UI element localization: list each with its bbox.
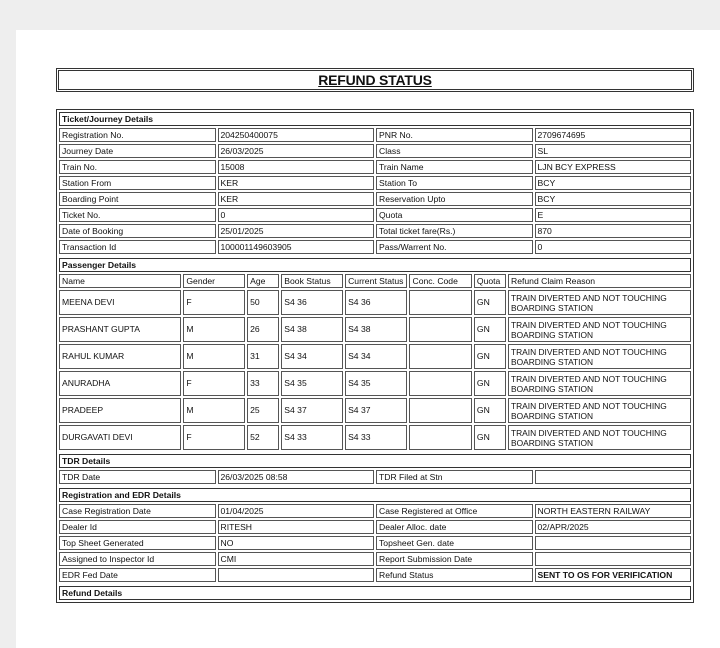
passenger-cell: GN	[474, 371, 506, 396]
field-value: 01/04/2025	[218, 504, 375, 518]
document-page	[16, 30, 720, 648]
field-label: Refund Status	[376, 568, 533, 582]
passenger-cell: GN	[474, 344, 506, 369]
field-label: Total ticket fare(Rs.)	[376, 224, 533, 238]
passenger-row	[59, 425, 691, 450]
passenger-cell: S4 34	[281, 344, 343, 369]
detail-row	[59, 504, 691, 518]
passenger-cell: TRAIN DIVERTED AND NOT TOUCHING BOARDING STATION	[508, 371, 691, 396]
passenger-cell: S4 38	[281, 317, 343, 342]
passenger-header-row	[59, 274, 691, 288]
passenger-cell: GN	[474, 425, 506, 450]
detail-row	[59, 128, 691, 142]
section-heading: TDR Details	[59, 454, 691, 468]
column-header: Name	[59, 274, 181, 288]
field-label: Report Submission Date	[376, 552, 533, 566]
passenger-cell: S4 34	[345, 344, 407, 369]
passenger-cell: PRASHANT GUPTA	[59, 317, 181, 342]
field-value: KER	[218, 176, 375, 190]
detail-row	[59, 240, 691, 254]
passenger-row	[59, 317, 691, 342]
field-label: Transaction Id	[59, 240, 216, 254]
field-label: EDR Fed Date	[59, 568, 216, 582]
field-value: NO	[218, 536, 375, 550]
passenger-cell	[409, 398, 471, 423]
refund-details-section	[57, 584, 693, 602]
field-value: 15008	[218, 160, 375, 174]
passenger-cell: S4 36	[345, 290, 407, 315]
field-label: Registration No.	[59, 128, 216, 142]
passenger-cell: M	[183, 317, 245, 342]
field-label: Train No.	[59, 160, 216, 174]
field-value: CMI	[218, 552, 375, 566]
field-value: NORTH EASTERN RAILWAY	[535, 504, 692, 518]
detail-row	[59, 176, 691, 190]
field-label: Quota	[376, 208, 533, 222]
passenger-cell: F	[183, 290, 245, 315]
passenger-cell: S4 37	[345, 398, 407, 423]
field-value: 870	[535, 224, 692, 238]
passenger-cell: TRAIN DIVERTED AND NOT TOUCHING BOARDING STATION	[508, 317, 691, 342]
field-value: RITESH	[218, 520, 375, 534]
passenger-cell: F	[183, 425, 245, 450]
field-label: Station From	[59, 176, 216, 190]
passenger-cell: TRAIN DIVERTED AND NOT TOUCHING BOARDING STATION	[508, 398, 691, 423]
passenger-row	[59, 398, 691, 423]
passenger-cell: M	[183, 344, 245, 369]
passenger-section	[57, 256, 693, 452]
field-value: 02/APR/2025	[535, 520, 692, 534]
passenger-cell: 33	[247, 371, 279, 396]
tdr-section	[57, 452, 693, 486]
field-value: 25/01/2025	[218, 224, 375, 238]
passenger-cell: TRAIN DIVERTED AND NOT TOUCHING BOARDING STATION	[508, 425, 691, 450]
refund-status-table	[56, 109, 694, 603]
passenger-cell: DURGAVATI DEVI	[59, 425, 181, 450]
field-value: LJN BCY EXPRESS	[535, 160, 692, 174]
detail-row	[59, 568, 691, 582]
detail-row	[59, 208, 691, 222]
field-value: BCY	[535, 192, 692, 206]
passenger-cell: 52	[247, 425, 279, 450]
field-value: SL	[535, 144, 692, 158]
field-label: TDR Filed at Stn	[376, 470, 533, 484]
field-label: Dealer Alloc. date	[376, 520, 533, 534]
column-header: Current Status	[345, 274, 407, 288]
field-value: 100001149603905	[218, 240, 375, 254]
field-value: BCY	[535, 176, 692, 190]
passenger-cell	[409, 290, 471, 315]
field-value	[535, 552, 692, 566]
title-box	[56, 68, 694, 92]
passenger-cell: TRAIN DIVERTED AND NOT TOUCHING BOARDING STATION	[508, 344, 691, 369]
passenger-cell: GN	[474, 317, 506, 342]
passenger-row	[59, 344, 691, 369]
field-label: Train Name	[376, 160, 533, 174]
passenger-cell: M	[183, 398, 245, 423]
field-value: SENT TO OS FOR VERIFICATION	[535, 568, 692, 582]
field-value: 26/03/2025	[218, 144, 375, 158]
passenger-cell: 31	[247, 344, 279, 369]
field-label: Date of Booking	[59, 224, 216, 238]
column-header: Conc. Code	[409, 274, 471, 288]
field-label: Case Registered at Office	[376, 504, 533, 518]
passenger-row	[59, 290, 691, 315]
passenger-cell	[409, 344, 471, 369]
section-heading: Registration and EDR Details	[59, 488, 691, 502]
field-label: Assigned to Inspector Id	[59, 552, 216, 566]
passenger-cell: GN	[474, 290, 506, 315]
section-heading: Passenger Details	[59, 258, 691, 272]
column-header: Refund Claim Reason	[508, 274, 691, 288]
detail-row	[59, 224, 691, 238]
field-value: 26/03/2025 08:58	[218, 470, 375, 484]
passenger-cell	[409, 371, 471, 396]
field-value	[535, 536, 692, 550]
detail-row	[59, 536, 691, 550]
passenger-cell: F	[183, 371, 245, 396]
field-label: Case Registration Date	[59, 504, 216, 518]
detail-row	[59, 470, 691, 484]
field-label: Journey Date	[59, 144, 216, 158]
column-header: Book Status	[281, 274, 343, 288]
detail-row	[59, 520, 691, 534]
column-header: Age	[247, 274, 279, 288]
passenger-cell: S4 35	[281, 371, 343, 396]
field-value: E	[535, 208, 692, 222]
passenger-cell: GN	[474, 398, 506, 423]
detail-row	[59, 192, 691, 206]
field-label: Top Sheet Generated	[59, 536, 216, 550]
passenger-cell	[409, 317, 471, 342]
field-value: 204250400075	[218, 128, 375, 142]
passenger-cell: TRAIN DIVERTED AND NOT TOUCHING BOARDING STATION	[508, 290, 691, 315]
field-value: KER	[218, 192, 375, 206]
passenger-cell: S4 33	[281, 425, 343, 450]
passenger-cell: RAHUL KUMAR	[59, 344, 181, 369]
field-label: PNR No.	[376, 128, 533, 142]
detail-row	[59, 160, 691, 174]
passenger-row	[59, 371, 691, 396]
passenger-cell: 25	[247, 398, 279, 423]
passenger-cell: ANURADHA	[59, 371, 181, 396]
passenger-cell: 50	[247, 290, 279, 315]
section-heading: Refund Details	[59, 586, 691, 600]
field-label: Reservation Upto	[376, 192, 533, 206]
passenger-cell: S4 33	[345, 425, 407, 450]
ticket-journey-section	[57, 110, 693, 256]
edr-section	[57, 486, 693, 584]
detail-row	[59, 144, 691, 158]
passenger-cell: MEENA DEVI	[59, 290, 181, 315]
detail-row	[59, 552, 691, 566]
field-label: Topsheet Gen. date	[376, 536, 533, 550]
passenger-cell	[409, 425, 471, 450]
passenger-cell: S4 35	[345, 371, 407, 396]
column-header: Gender	[183, 274, 245, 288]
field-value: 2709674695	[535, 128, 692, 142]
field-value	[218, 568, 375, 582]
column-header: Quota	[474, 274, 506, 288]
passenger-cell: S4 38	[345, 317, 407, 342]
passenger-cell: 26	[247, 317, 279, 342]
field-label: Boarding Point	[59, 192, 216, 206]
field-value: 0	[218, 208, 375, 222]
page-title: REFUND STATUS	[318, 72, 432, 88]
field-value: 0	[535, 240, 692, 254]
field-label: Pass/Warrent No.	[376, 240, 533, 254]
field-label: TDR Date	[59, 470, 216, 484]
field-label: Dealer Id	[59, 520, 216, 534]
section-heading: Ticket/Journey Details	[59, 112, 691, 126]
field-label: Ticket No.	[59, 208, 216, 222]
passenger-cell: S4 36	[281, 290, 343, 315]
field-value	[535, 470, 692, 484]
passenger-cell: PRADEEP	[59, 398, 181, 423]
passenger-cell: S4 37	[281, 398, 343, 423]
field-label: Class	[376, 144, 533, 158]
field-label: Station To	[376, 176, 533, 190]
